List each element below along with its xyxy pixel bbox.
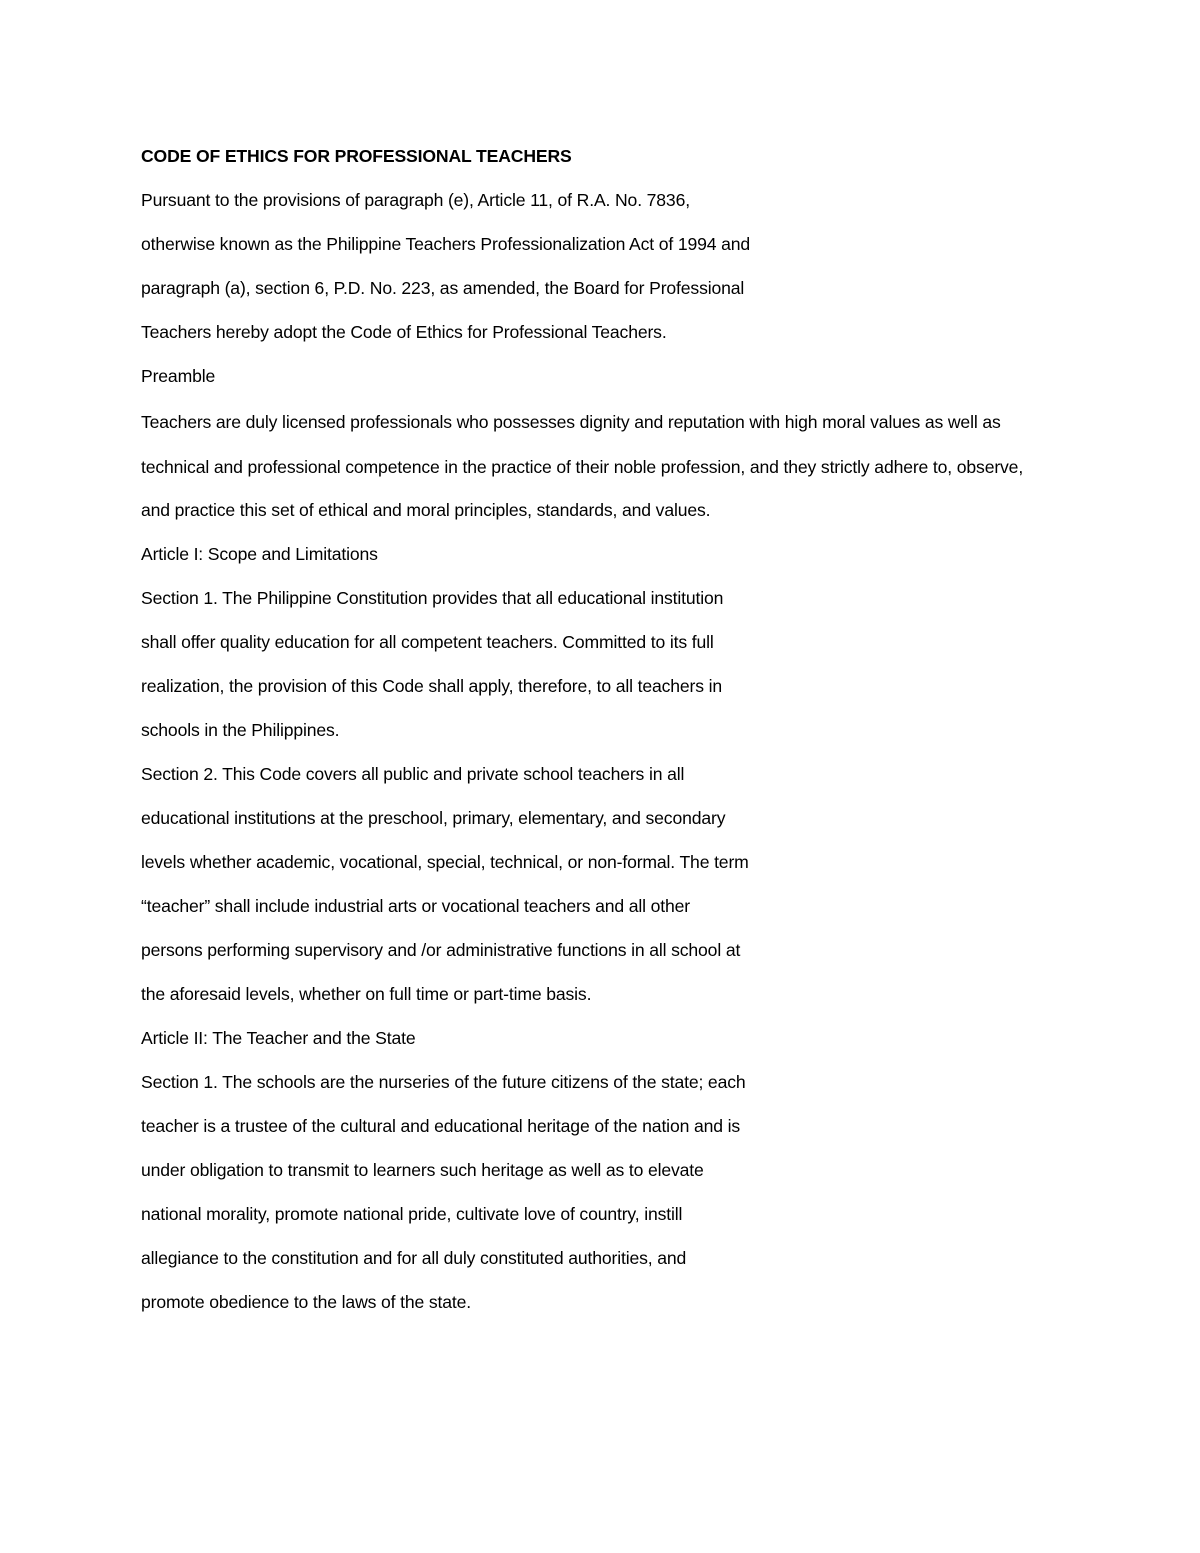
paragraph-line: technical and professional competence in the practice of their noble profession, and they strictly adhere to, observe,: [141, 457, 1024, 477]
paragraph-line: “teacher” shall include industrial arts or vocational teachers and all other: [141, 896, 690, 916]
paragraph-line: educational institutions at the preschool, primary, elementary, and secondary: [141, 808, 726, 828]
paragraph-line: realization, the provision of this Code shall apply, therefore, to all teachers in: [141, 676, 722, 696]
paragraph-line: under obligation to transmit to learners such heritage as well as to elevate: [141, 1160, 704, 1180]
paragraph-line: the aforesaid levels, whether on full time or part-time basis.: [141, 984, 592, 1004]
document-title: CODE OF ETHICS FOR PROFESSIONAL TEACHERS: [141, 146, 572, 166]
article-heading: Article II: The Teacher and the State: [141, 1028, 416, 1048]
paragraph-line: schools in the Philippines.: [141, 720, 340, 740]
paragraph-line: otherwise known as the Philippine Teachers Professionalization Act of 1994 and: [141, 234, 751, 254]
paragraph-line: Section 2. This Code covers all public and private school teachers in all: [141, 764, 685, 784]
paragraph-line: Teachers hereby adopt the Code of Ethics for Professional Teachers.: [141, 322, 667, 342]
paragraph-line: allegiance to the constitution and for all duly constituted authorities, and: [141, 1248, 687, 1268]
paragraph-line: Pursuant to the provisions of paragraph (e), Article 11, of R.A. No. 7836,: [141, 190, 690, 210]
paragraph-line: shall offer quality education for all competent teachers. Committed to its full: [141, 632, 714, 652]
paragraph-line: Section 1. The schools are the nurseries of the future citizens of the state; each: [141, 1072, 746, 1092]
paragraph-line: and practice this set of ethical and moral principles, standards, and values.: [141, 500, 711, 520]
paragraph-line: teacher is a trustee of the cultural and educational heritage of the nation and is: [141, 1116, 740, 1136]
document-body: [141, 144, 1066, 1334]
paragraph-line: Teachers are duly licensed professionals who possesses dignity and reputation with high moral values as well as: [141, 412, 1001, 432]
paragraph-line: persons performing supervisory and /or administrative functions in all school at: [141, 940, 741, 960]
paragraph-line: promote obedience to the laws of the state.: [141, 1292, 471, 1312]
paragraph-line: national morality, promote national pride, cultivate love of country, instill: [141, 1204, 683, 1224]
paragraph-line: Section 1. The Philippine Constitution provides that all educational institution: [141, 588, 724, 608]
section-heading-preamble: Preamble: [141, 366, 216, 386]
paragraph-line: levels whether academic, vocational, special, technical, or non-formal. The term: [141, 852, 749, 872]
paragraph-line: paragraph (a), section 6, P.D. No. 223, as amended, the Board for Professional: [141, 278, 745, 298]
article-heading: Article I: Scope and Limitations: [141, 544, 378, 564]
